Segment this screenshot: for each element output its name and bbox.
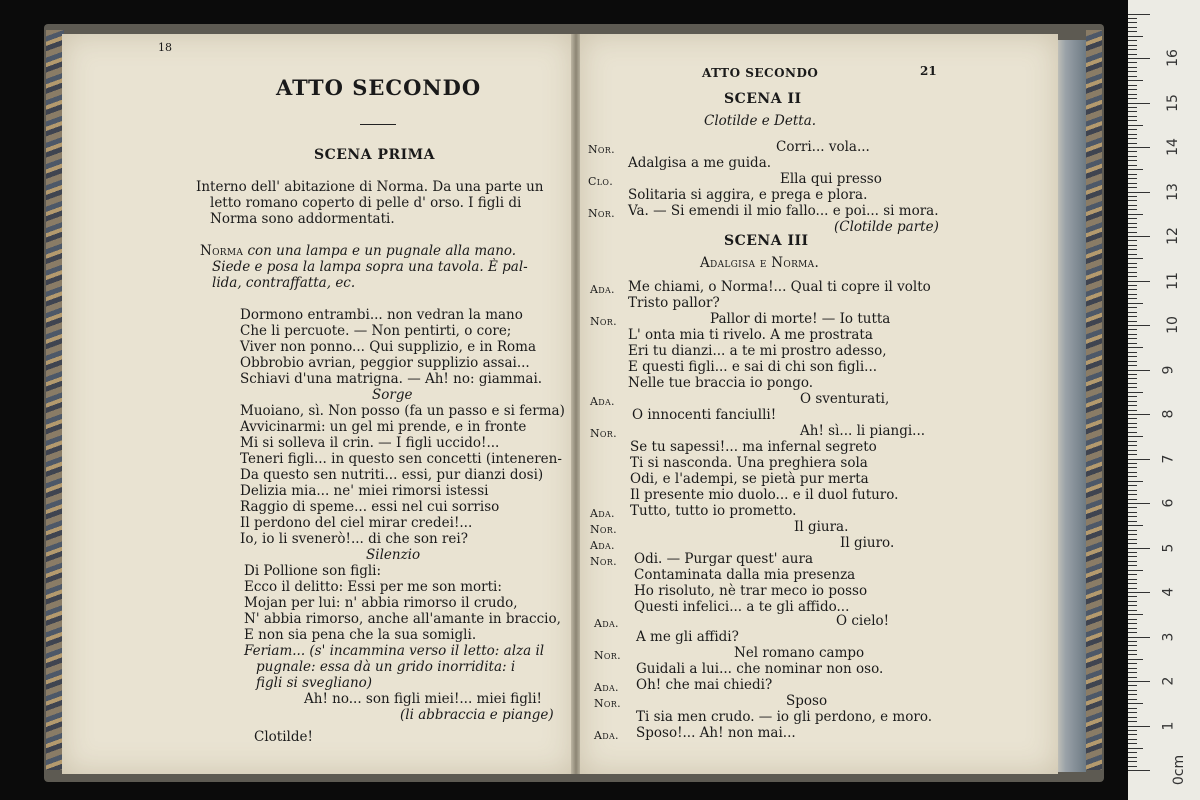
ruler-tick	[1128, 677, 1137, 678]
ruler-tick	[1128, 588, 1137, 589]
dialogue-line: Ti si nasconda. Una preghiera sola	[630, 455, 868, 471]
speaker-label: Nor.	[588, 207, 615, 220]
ruler-label: 13	[1164, 182, 1181, 201]
ruler-tick	[1128, 58, 1150, 59]
ruler-tick	[1128, 76, 1137, 77]
verse-line: Viver non ponno... Qui supplizio, e in Roma	[240, 339, 536, 355]
ruler-tick	[1128, 530, 1137, 531]
speaker-label: Nor.	[590, 427, 617, 440]
verse-line: Delizia mia... ne' miei rimorsi istessi	[240, 483, 489, 499]
dialogue-line: Odi, e l'adempi, se pietà pur merta	[630, 471, 869, 487]
ruler-tick	[1128, 347, 1143, 348]
ruler-tick	[1128, 240, 1137, 241]
verse-line: Io, io li svenerò!... di che son rei?	[240, 531, 468, 547]
verse-line: Di Pollione son figli:	[244, 563, 382, 579]
ruler-tick	[1128, 387, 1137, 388]
ruler-tick	[1128, 459, 1150, 460]
dialogue-line: O sventurati,	[800, 391, 890, 407]
ruler-tick	[1128, 196, 1137, 197]
ruler-tick	[1128, 436, 1143, 437]
right-page-number: 21	[920, 64, 937, 78]
stage-direction: Siede e posa la lampa sopra una tavola. È pal-	[212, 259, 528, 275]
ruler-tick	[1128, 681, 1150, 682]
ruler-tick	[1128, 365, 1137, 366]
ruler-tick	[1128, 650, 1137, 651]
ruler-tick	[1128, 663, 1137, 664]
ruler-tick	[1128, 596, 1137, 597]
speaker-label: Nor.	[590, 315, 617, 328]
ruler-tick	[1128, 637, 1150, 638]
ruler-tick	[1128, 80, 1143, 81]
verse-line: Teneri figli... in questo sen concetti (inteneren-	[240, 451, 562, 467]
dialogue-line: Se tu sapessi!... ma infernal segreto	[630, 439, 877, 455]
ruler-label: 7	[1160, 454, 1177, 463]
stage-direction: figli si svegliano)	[256, 675, 373, 691]
ruler-tick	[1128, 694, 1137, 695]
ruler-tick	[1128, 254, 1137, 255]
ruler-tick	[1128, 98, 1137, 99]
ruler-tick	[1128, 116, 1137, 117]
ruler-tick	[1128, 548, 1150, 549]
ruler-tick	[1128, 543, 1137, 544]
ruler-tick	[1128, 525, 1143, 526]
stage-direction: Silenzio	[366, 547, 421, 563]
ruler-tick	[1128, 703, 1143, 704]
ruler-tick	[1128, 343, 1137, 344]
ruler-tick	[1128, 512, 1137, 513]
dialogue-line: Il giuro.	[840, 535, 895, 551]
ruler-tick	[1128, 263, 1137, 264]
setting-line: letto romano coperto di pelle d' orso. I figli di	[210, 195, 522, 211]
ruler-tick	[1128, 659, 1143, 660]
speaker-label: Ada.	[594, 681, 619, 694]
ruler-tick	[1128, 392, 1143, 393]
dialogue-line: Contaminata dalla mia presenza	[634, 567, 856, 583]
verse-line: Ah! no... son figli miei!... miei figli!	[304, 691, 542, 707]
ruler-tick	[1128, 761, 1137, 762]
ruler-tick	[1128, 272, 1137, 273]
ruler-tick	[1128, 227, 1137, 228]
ruler-label: 4	[1160, 587, 1177, 597]
ruler-tick	[1128, 267, 1137, 268]
ruler-tick	[1128, 503, 1150, 504]
verse-line: Obbrobio avrian, peggior supplizio assai...	[240, 355, 530, 371]
ruler-tick	[1128, 187, 1137, 188]
ruler-tick	[1128, 27, 1137, 28]
speaker-label: Nor.	[594, 649, 621, 662]
dialogue-line: Ho risoluto, nè trar meco io posso	[634, 583, 868, 599]
ruler-tick	[1128, 107, 1137, 108]
speaker-label: Ada.	[590, 507, 615, 520]
ruler-tick	[1128, 329, 1137, 330]
verse-line: Avvicinarmi: un gel mi prende, e in fronte	[240, 419, 527, 435]
ruler-tick	[1128, 592, 1150, 593]
ruler-tick	[1128, 632, 1137, 633]
stage-direction-speaker: Norma	[200, 243, 244, 259]
dialogue-line: Solitaria si aggira, e prega e plora.	[628, 187, 868, 203]
ruler-tick	[1128, 200, 1137, 201]
left-page	[62, 34, 574, 774]
ruler-tick	[1128, 574, 1137, 575]
setting-line: Interno dell' abitazione di Norma. Da una parte un	[196, 179, 544, 195]
stage-direction: pugnale: essa dà un grido inorridita: i	[256, 659, 516, 675]
stage-direction: lida, contraffatta, ec.	[212, 275, 356, 291]
dialogue-line: E questi figli... e sai di chi son figli...	[628, 359, 878, 375]
ruler-tick	[1128, 14, 1150, 15]
running-header: ATTO SECONDO	[702, 66, 819, 80]
ruler-tick	[1128, 294, 1137, 295]
ruler-tick	[1128, 321, 1137, 322]
ruler-tick	[1128, 325, 1150, 326]
verse-line: Ecco il delitto: Essi per me son morti:	[244, 579, 502, 595]
ruler-label: 6	[1160, 498, 1177, 508]
ruler-tick	[1128, 445, 1137, 446]
ruler-tick	[1128, 370, 1150, 371]
ruler-tick	[1128, 516, 1137, 517]
dialogue-line: Sposo	[786, 693, 828, 709]
stage-direction: (Clotilde parte)	[834, 219, 939, 235]
ruler-tick	[1128, 623, 1137, 624]
verse-line: Il perdono del ciel mirar credei!...	[240, 515, 473, 531]
ruler-tick	[1128, 432, 1137, 433]
dialogue-line: Nelle tue braccia io pongo.	[628, 375, 814, 391]
dialogue-line: Odi. — Purgar quest' aura	[634, 551, 813, 567]
verse-line: Feriam... (s' incammina verso il letto: alza il	[244, 643, 545, 659]
ruler-tick	[1128, 138, 1137, 139]
ruler-tick	[1128, 281, 1150, 282]
speaker-label: Ada.	[590, 539, 615, 552]
measurement-ruler	[1128, 0, 1200, 800]
setting-line: Norma sono addormentati.	[210, 211, 395, 227]
verse-line: Clotilde!	[254, 729, 313, 745]
ruler-tick	[1128, 472, 1137, 473]
ruler-tick	[1128, 463, 1137, 464]
ruler-tick	[1128, 298, 1137, 299]
dialogue-line: Nel romano campo	[734, 645, 865, 661]
ruler-tick	[1128, 708, 1137, 709]
ruler-label: 9	[1160, 365, 1177, 374]
speaker-label: Nor.	[590, 523, 617, 536]
verse-line: Mi si solleva il crin. — I figli uccido!...	[240, 435, 500, 451]
ruler-tick	[1128, 352, 1137, 353]
verse-line: Mojan per lui: n' abbia rimorso il crudo,	[244, 595, 518, 611]
left-page-number: 18	[158, 41, 172, 54]
stage-direction: Sorge	[372, 387, 413, 403]
ruler-tick	[1128, 423, 1137, 424]
ruler-tick	[1128, 134, 1137, 135]
ruler-tick	[1128, 770, 1150, 771]
ruler-tick	[1128, 601, 1137, 602]
ruler-tick	[1128, 712, 1137, 713]
dialogue-line: Tutto, tutto io prometto.	[630, 503, 797, 519]
scene-cast: Adalgisa e Norma.	[700, 255, 820, 271]
verse-line: Dormono entrambi... non vedran la mano	[240, 307, 523, 323]
ruler-tick	[1128, 734, 1137, 735]
dialogue-line: Ella qui presso	[780, 171, 882, 187]
ruler-tick	[1128, 303, 1143, 304]
ruler-tick	[1128, 218, 1137, 219]
scene-title: SCENA II	[724, 91, 802, 107]
ruler-tick	[1128, 485, 1137, 486]
ruler-tick	[1128, 645, 1137, 646]
ruler-tick	[1128, 49, 1137, 50]
ruler-tick	[1128, 441, 1137, 442]
ruler-tick	[1128, 307, 1137, 308]
speaker-label: Ada.	[594, 617, 619, 630]
ruler-tick	[1128, 276, 1137, 277]
dialogue-line: Questi infelici... a te gli affido...	[634, 599, 850, 615]
ruler-tick	[1128, 641, 1137, 642]
verse-line: Raggio di speme... essi nel cui sorriso	[240, 499, 500, 515]
ruler-label: 10	[1164, 316, 1181, 334]
stage-direction: (li abbraccia e piange)	[400, 707, 554, 723]
ruler-tick	[1128, 169, 1143, 170]
verse-line: Che li percuote. — Non pentirti, o core;	[240, 323, 512, 339]
dialogue-line: Il presente mio duolo... e il duol futuro.	[630, 487, 899, 503]
ruler-tick	[1128, 22, 1137, 23]
speaker-label: Ada.	[594, 729, 619, 742]
ruler-tick	[1128, 31, 1137, 32]
dialogue-line: Me chiami, o Norma!... Qual ti copre il volto	[628, 279, 931, 295]
ruler-tick	[1128, 192, 1150, 193]
speaker-label: Nor.	[594, 697, 621, 710]
dialogue-line: Oh! che mai chiedi?	[636, 677, 773, 693]
ruler-tick	[1128, 730, 1137, 731]
ruler-tick	[1128, 125, 1143, 126]
ruler-tick	[1128, 561, 1137, 562]
ruler-tick	[1128, 183, 1137, 184]
ruler-tick	[1128, 143, 1137, 144]
ruler-tick	[1128, 209, 1137, 210]
ruler-tick	[1128, 507, 1137, 508]
ruler-tick	[1128, 361, 1137, 362]
ruler-tick	[1128, 18, 1137, 19]
ruler-tick	[1128, 160, 1137, 161]
ruler-label: 2	[1160, 676, 1177, 686]
ruler-tick	[1128, 743, 1137, 744]
ruler-tick	[1128, 552, 1137, 553]
ruler-tick	[1128, 232, 1137, 233]
ruler-tick	[1128, 338, 1137, 339]
ruler-tick	[1128, 757, 1137, 758]
ruler-tick	[1128, 619, 1137, 620]
ruler-tick	[1128, 214, 1143, 215]
ruler-tick	[1128, 467, 1137, 468]
ruler-tick	[1128, 245, 1137, 246]
ruler-tick	[1128, 414, 1150, 415]
verse-line: Da questo sen nutriti... essi, pur dianzi dosi)	[240, 467, 544, 483]
scene-title: SCENA PRIMA	[314, 147, 436, 163]
dialogue-line: Eri tu dianzi... a te mi prostro adesso,	[628, 343, 887, 359]
ruler-tick	[1128, 67, 1137, 68]
ruler-tick	[1128, 165, 1137, 166]
ruler-tick	[1128, 579, 1137, 580]
dialogue-line: Il giura.	[794, 519, 849, 535]
ruler-tick	[1128, 383, 1137, 384]
ruler-tick	[1128, 223, 1137, 224]
speaker-label: Ada.	[590, 395, 615, 408]
ruler-tick	[1128, 699, 1137, 700]
title-rule	[360, 124, 396, 125]
ruler-tick	[1128, 89, 1137, 90]
speaker-label: Clo.	[588, 175, 613, 188]
ruler-label: 3	[1160, 632, 1177, 641]
ruler-tick	[1128, 205, 1137, 206]
ruler-tick	[1128, 521, 1137, 522]
ruler-tick	[1128, 739, 1137, 740]
speaker-label: Nor.	[590, 555, 617, 568]
scene-title: SCENA III	[724, 233, 809, 249]
act-title: ATTO SECONDO	[276, 75, 482, 100]
dialogue-line: Sposo!... Ah! non mai...	[636, 725, 796, 741]
dialogue-line: L' onta mia ti rivelo. A me prostrata	[628, 327, 873, 343]
ruler-tick	[1128, 539, 1137, 540]
ruler-tick	[1128, 396, 1137, 397]
dialogue-line: Ti sia men crudo. — io gli perdono, e moro.	[636, 709, 932, 725]
ruler-tick	[1128, 668, 1137, 669]
stage-direction: con una lampa e un pugnale alla mano.	[247, 243, 517, 259]
dialogue-line: Corri... vola...	[776, 139, 870, 155]
ruler-tick	[1128, 450, 1137, 451]
verse-line: Schiavi d'una matrigna. — Ah! no: giammai.	[240, 371, 543, 387]
ruler-tick	[1128, 289, 1137, 290]
ruler-tick	[1128, 766, 1137, 767]
ruler-tick	[1128, 610, 1137, 611]
ruler-tick	[1128, 334, 1137, 335]
dialogue-line: Va. — Si emendi il mio fallo... e poi... si mora.	[628, 203, 939, 219]
ruler-tick	[1128, 356, 1137, 357]
ruler-label: 5	[1160, 543, 1177, 552]
dialogue-line: O cielo!	[836, 613, 890, 629]
ruler-tick	[1128, 85, 1137, 86]
ruler-tick	[1128, 490, 1137, 491]
ruler-tick	[1128, 258, 1143, 259]
ruler-tick	[1128, 178, 1137, 179]
verse-line: E non sia pena che la sua somigli.	[244, 627, 477, 643]
ruler-tick	[1128, 726, 1150, 727]
ruler-tick	[1128, 236, 1150, 237]
ruler-label: 15	[1164, 93, 1181, 112]
ruler-tick	[1128, 717, 1137, 718]
marbled-edge-right	[1086, 30, 1102, 770]
dialogue-line: Guidali a lui... che nominar non oso.	[636, 661, 884, 677]
ruler-tick	[1128, 103, 1150, 104]
ruler-tick	[1128, 62, 1137, 63]
ruler-label: 8	[1160, 409, 1177, 419]
ruler-tick	[1128, 312, 1137, 313]
right-page	[580, 34, 1058, 774]
ruler-tick	[1128, 54, 1137, 55]
verse-line: N' abbia rimorso, anche all'amante in braccio,	[244, 611, 561, 627]
ruler-tick	[1128, 721, 1137, 722]
ruler-tick	[1128, 71, 1137, 72]
ruler-tick	[1128, 374, 1137, 375]
ruler-tick	[1128, 45, 1137, 46]
dialogue-line: Pallor di morte! — Io tutta	[710, 311, 891, 327]
ruler-tick	[1128, 120, 1137, 121]
dialogue-line: Tristo pallor?	[628, 295, 720, 311]
ruler-tick	[1128, 570, 1143, 571]
ruler-label: 12	[1164, 227, 1181, 245]
ruler-tick	[1128, 401, 1137, 402]
ruler-tick	[1128, 583, 1137, 584]
ruler-label: 1	[1160, 721, 1177, 730]
ruler-tick	[1128, 418, 1137, 419]
dialogue-line: A me gli affidi?	[636, 629, 739, 645]
ruler-label: 14	[1164, 138, 1181, 156]
ruler-label: 0cm	[1171, 754, 1188, 786]
ruler-tick	[1128, 499, 1137, 500]
ruler-tick	[1128, 748, 1143, 749]
ruler-tick	[1128, 605, 1137, 606]
ruler-tick	[1128, 111, 1137, 112]
dialogue-line: Adalgisa a me guida.	[628, 155, 772, 171]
ruler-tick	[1128, 151, 1137, 152]
ruler-tick	[1128, 556, 1137, 557]
ruler-tick	[1128, 156, 1137, 157]
ruler-tick	[1128, 285, 1137, 286]
ruler-tick	[1128, 481, 1143, 482]
ruler-tick	[1128, 672, 1137, 673]
ruler-tick	[1128, 628, 1137, 629]
ruler-tick	[1128, 494, 1137, 495]
ruler-tick	[1128, 249, 1137, 250]
speaker-label: Ada.	[590, 283, 615, 296]
ruler-tick	[1128, 36, 1143, 37]
ruler-tick	[1128, 534, 1137, 535]
ruler-tick	[1128, 427, 1137, 428]
ruler-tick	[1128, 147, 1150, 148]
ruler-tick	[1128, 316, 1137, 317]
ruler-tick	[1128, 410, 1137, 411]
ruler-tick	[1128, 405, 1137, 406]
ruler-tick	[1128, 654, 1137, 655]
speaker-label: Nor.	[588, 143, 615, 156]
dialogue-line: Ah! sì... li piangi...	[800, 423, 926, 439]
ruler-tick	[1128, 565, 1137, 566]
ruler-tick	[1128, 614, 1143, 615]
ruler-tick	[1128, 690, 1137, 691]
ruler-tick	[1128, 685, 1137, 686]
ruler-tick	[1128, 129, 1137, 130]
ruler-tick	[1128, 454, 1137, 455]
ruler-tick	[1128, 174, 1137, 175]
dialogue-line: O innocenti fanciulli!	[632, 407, 777, 423]
verse-line: Muoiano, sì. Non posso (fa un passo e si ferma)	[240, 403, 565, 419]
ruler-tick	[1128, 752, 1137, 753]
ruler-tick	[1128, 40, 1137, 41]
ruler-label: 16	[1164, 49, 1181, 67]
ruler-tick	[1128, 378, 1137, 379]
ruler-tick	[1128, 94, 1137, 95]
scene-cast: Clotilde e Detta.	[704, 113, 817, 129]
ruler-label: 11	[1164, 271, 1181, 290]
ruler-tick	[1128, 476, 1137, 477]
